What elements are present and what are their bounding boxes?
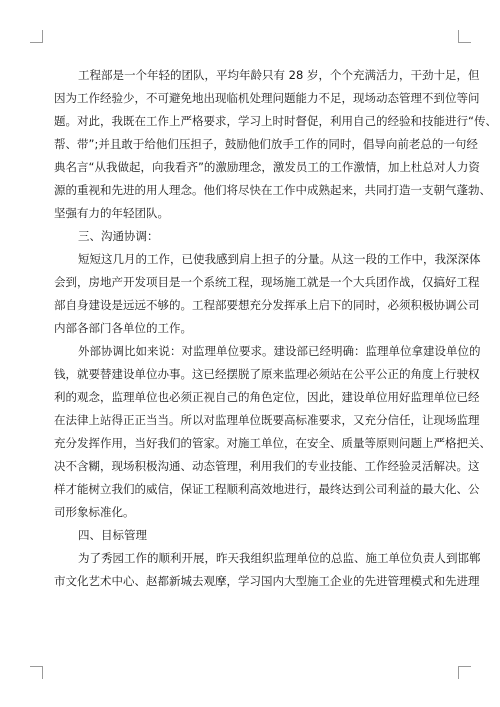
paragraph-line: 部自身建设是远远不够的。工程部要想充分发挥承上启下的同时，必须积极协调公司	[54, 298, 480, 312]
paragraph-line: 钱，就要替建设单位办事。这已经摆脱了原来监理必须站在公平公正的角度上行驶权	[54, 367, 480, 381]
paragraph-line: 在法律上站得正正当当。所以对监理单位既要高标准要求，又充分信任，让现场监理	[54, 413, 480, 427]
paragraph-line: 内部各部门各单位的工作。	[54, 321, 192, 335]
paragraph-line: 为了秀园工作的顺利开展，昨天我组织监理单位的总监、施工单位负责人到邯郸	[78, 551, 481, 565]
paragraph-line: 充分发挥作用，当好我们的管家。对施工单位，在安全、质量等原则问题上严格把关、	[54, 436, 491, 450]
crop-mark-top-left	[30, 30, 43, 43]
paragraph-line: 典名言“从我做起，向我看齐”的激励理念，激发员工的工作激情，加上杜总对人力资	[54, 160, 480, 174]
paragraph-line: 题。对此，我既在工作上严格要求，学习上时时督促，利用自己的经验和技能进行“传、	[54, 114, 497, 128]
paragraph-line: 短短这几月的工作，已使我感到肩上担子的分量。从这一段的工作中，我深深体	[78, 252, 481, 266]
body-paragraph	[54, 547, 481, 593]
paragraph-line: 决不含糊，现场积极沟通、动态管理，利用我们的专业技能、工作经验灵活解决。这	[54, 459, 480, 473]
paragraph-line: 司形象标准化。	[54, 505, 135, 519]
section-heading	[54, 225, 442, 248]
heading-text: 三、沟通协调：	[78, 229, 159, 243]
paragraph-line: 样才能树立我们的威信，保证工程顺利高效地进行，最终达到公司利益的最大化、公	[54, 482, 480, 496]
paragraph-line: 外部协调比如来说：对监理单位要求。建设部已经明确：监理单位拿建设单位的	[78, 344, 481, 358]
crop-mark-bottom-right	[458, 666, 471, 679]
section-heading	[54, 524, 442, 547]
body-paragraph	[54, 248, 481, 340]
paragraph-line: 因为工作经验少，不可避免地出现临机处理问题能力不足，现场动态管理不到位等问	[54, 91, 480, 105]
paragraph-line: 坚强有力的年轻团队。	[54, 206, 169, 220]
paragraph-line: 市文化艺术中心、赵都新城去观摩，学习国内大型施工企业的先进管理模式和先进理	[54, 574, 480, 588]
body-paragraph	[54, 64, 497, 225]
paragraph-line: 会到，房地产开发项目是一个系统工程，现场施工就是一个大兵团作战，仅搞好工程	[54, 275, 480, 289]
paragraph-line: 源的重视和先进的用人理念。他们将尽快在工作中成熟起来，共同打造一支朝气蓬勃、	[54, 183, 491, 197]
heading-text: 四、目标管理	[78, 528, 147, 542]
paragraph-line: 帮、带”;并且敢于给他们压担子，鼓励他们放手工作的同时，倡导向前老总的一句经	[54, 137, 478, 151]
crop-mark-bottom-left	[30, 666, 43, 679]
body-paragraph	[54, 340, 491, 524]
paragraph-line: 利的观念，监理单位也必须正视自己的角色定位，因此，建设单位用好监理单位已经	[54, 390, 480, 404]
document-body	[54, 64, 497, 593]
paragraph-line: 工程部是一个年轻的团队，平均年龄只有 28 岁，个个充满活力，干劲十足，但	[78, 68, 480, 82]
crop-mark-top-right	[458, 30, 471, 43]
